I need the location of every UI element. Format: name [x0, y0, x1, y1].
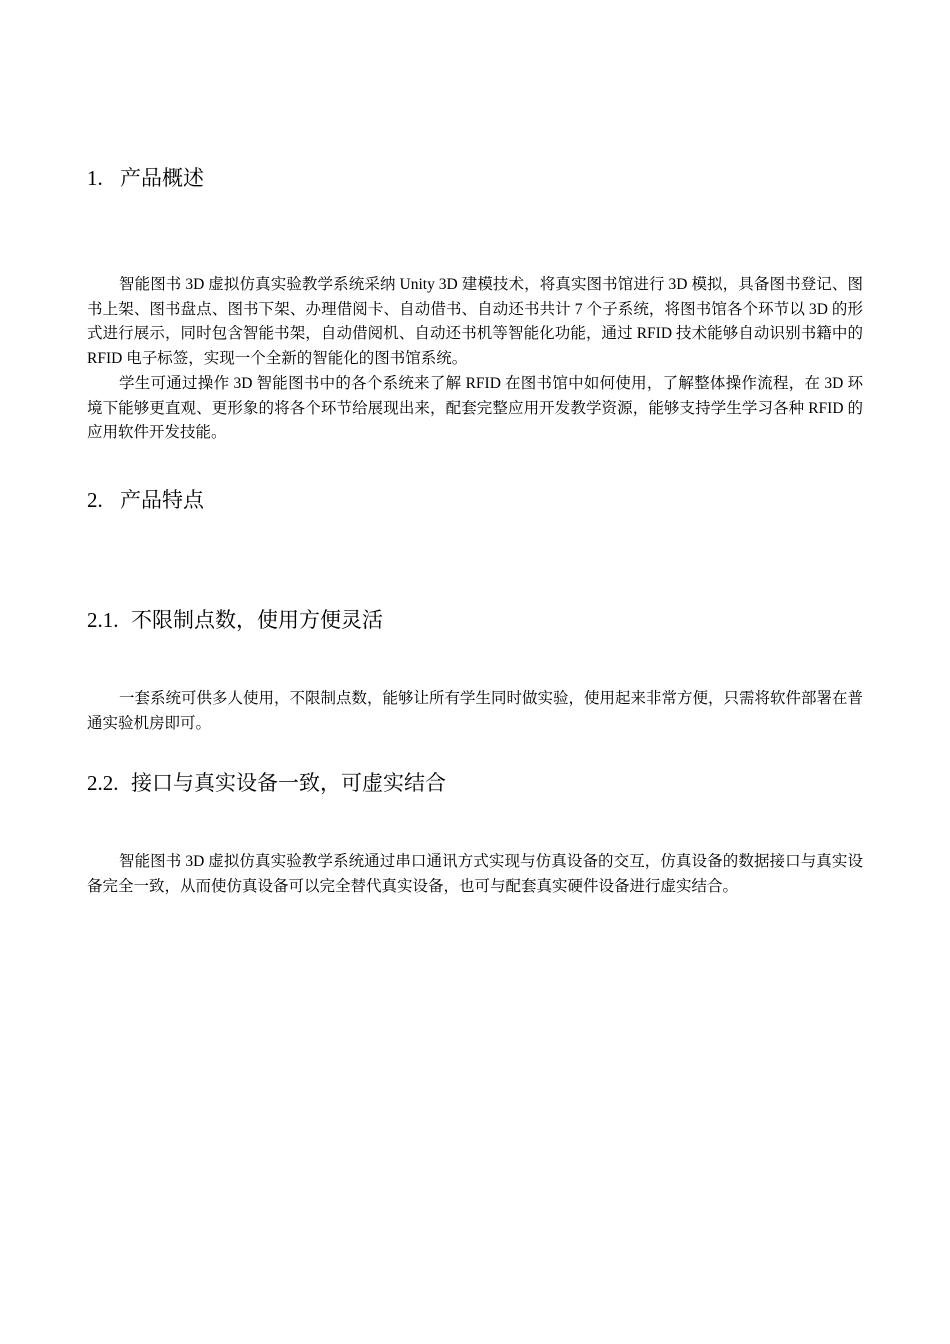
subsection-2-2-heading	[87, 769, 446, 797]
subsection-2-2-number: 2.2.	[87, 771, 119, 795]
section-2-heading	[87, 486, 204, 514]
section-1-heading	[87, 164, 204, 192]
section-1-number: 1.	[87, 166, 103, 190]
subsection-2-2-paragraph: 智能图书 3D 虚拟仿真实验教学系统通过串口通讯方式实现与仿真设备的交互，仿真设备的数据接口与真实设备完全一致，从而使仿真设备可以完全替代真实设备，也可与配套真实硬件设备进行虚实结合。	[87, 853, 863, 895]
section-2-title: 产品特点	[120, 488, 204, 512]
subsection-2-1-paragraph: 一套系统可供多人使用，不限制点数，能够让所有学生同时做实验，使用起来非常方便，只需将软件部署在普通实验机房即可。	[87, 690, 864, 732]
section-2-number: 2.	[87, 488, 103, 512]
section-1-paragraph-2: 学生可通过操作 3D 智能图书中的各个系统来了解 RFID 在图书馆中如何使用，了解整体操作流程，在 3D 环境下能够更直观、更形象的将各个环节给展现出来，配套完整应用开发教学资源，能够支持学生学习各种 RFID 的应用软件开发技能。	[87, 375, 863, 441]
subsection-2-1-title: 不限制点数，使用方便灵活	[131, 608, 383, 632]
subsection-2-1-number: 2.1.	[87, 608, 119, 632]
subsection-2-2-title: 接口与真实设备一致，可虚实结合	[131, 771, 446, 795]
section-1-title: 产品概述	[120, 166, 204, 190]
section-1-paragraph-1: 智能图书 3D 虚拟仿真实验教学系统采纳 Unity 3D 建模技术，将真实图书馆进行 3D 模拟，具备图书登记、图书上架、图书盘点、图书下架、办理借阅卡、自动借书、自动还书共计 7 个子系统，将图书馆各个环节以 3D 的形式进行展示，同时包含智能书架，自动借阅机、自动还书机等智能化功能，通过 RFID 技术能够自动识别书籍中的 RFID 电子标签，实现一个全新的智能化的图书馆系统。	[87, 276, 863, 367]
subsection-2-1-heading	[87, 606, 383, 634]
